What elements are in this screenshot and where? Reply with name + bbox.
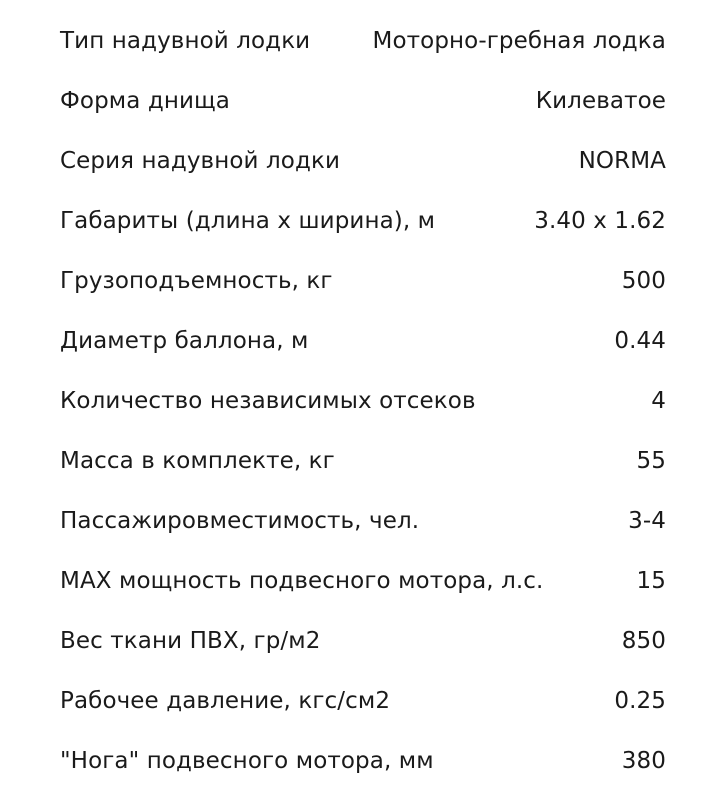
spec-value: 0.44: [614, 328, 666, 354]
spec-row-max-motor-power: [60, 551, 666, 611]
spec-label: Серия надувной лодки: [60, 148, 340, 174]
spec-label: MAX мощность подвесного мотора, л.с.: [60, 568, 544, 594]
spec-value: 3.40 х 1.62: [534, 208, 666, 234]
spec-value: 850: [621, 628, 666, 654]
spec-row-working-pressure: [60, 671, 666, 731]
spec-value: 55: [636, 448, 666, 474]
spec-row-hull-shape: [60, 71, 666, 131]
spec-table: [60, 11, 666, 791]
spec-value: 500: [621, 268, 666, 294]
spec-row-motor-shaft: [60, 731, 666, 791]
spec-label: "Нога" подвесного мотора, мм: [60, 748, 434, 774]
spec-value: NORMA: [578, 148, 666, 174]
spec-row-series: [60, 131, 666, 191]
spec-row-load-capacity: [60, 251, 666, 311]
spec-value: 3-4: [628, 508, 666, 534]
spec-row-boat-type: [60, 11, 666, 71]
spec-label: Количество независимых отсеков: [60, 388, 476, 414]
spec-row-weight: [60, 431, 666, 491]
spec-value: 4: [651, 388, 666, 414]
spec-label: Вес ткани ПВХ, гр/м2: [60, 628, 321, 654]
spec-value: 15: [636, 568, 666, 594]
spec-row-passengers: [60, 491, 666, 551]
spec-label: Пассажировместимость, чел.: [60, 508, 420, 534]
spec-label: Форма днища: [60, 88, 230, 114]
spec-label: Рабочее давление, кгс/см2: [60, 688, 391, 714]
spec-label: Масса в комплекте, кг: [60, 448, 335, 474]
spec-value: 0.25: [614, 688, 666, 714]
spec-row-compartments: [60, 371, 666, 431]
spec-label: Диаметр баллона, м: [60, 328, 309, 354]
spec-value: Килеватое: [535, 88, 666, 114]
spec-label: Тип надувной лодки: [60, 28, 311, 54]
spec-label: Габариты (длина х ширина), м: [60, 208, 436, 234]
spec-label: Грузоподъемность, кг: [60, 268, 333, 294]
spec-value: Моторно-гребная лодка: [372, 28, 666, 54]
spec-row-tube-diameter: [60, 311, 666, 371]
spec-value: 380: [621, 748, 666, 774]
spec-row-fabric-weight: [60, 611, 666, 671]
spec-row-dimensions: [60, 191, 666, 251]
